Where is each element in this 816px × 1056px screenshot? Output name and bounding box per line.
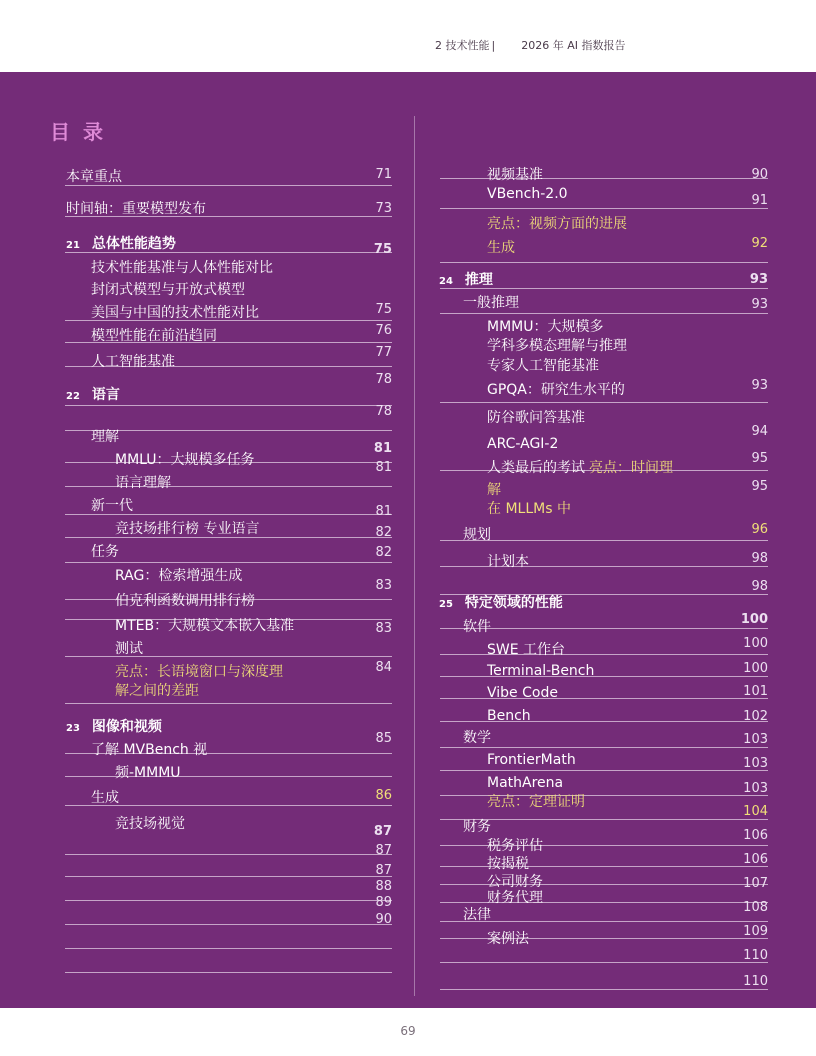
toc-entry-label: Bench: [487, 708, 531, 724]
toc-entry-label: Terminal-Bench: [487, 663, 595, 679]
toc-entry-label: 封闭式模型与开放式模型: [91, 282, 245, 298]
leader-rule: [440, 770, 768, 771]
toc-entry-label: 财务代理: [487, 890, 543, 906]
toc-entry-label: 案例法: [487, 931, 529, 947]
toc-entry-label: 新一代: [91, 498, 133, 514]
toc-entry[interactable]: [487, 855, 529, 873]
toc-entry[interactable]: [487, 889, 543, 907]
toc-entry-label: 本章重点: [66, 169, 122, 185]
toc-entry[interactable]: [66, 200, 206, 218]
toc-page-number: 86: [375, 788, 392, 803]
toc-page-number: 95: [751, 451, 768, 466]
section-number: 25: [439, 599, 453, 610]
toc-entry[interactable]: [91, 789, 119, 807]
toc-entry[interactable]: [91, 497, 133, 515]
toc-entry[interactable]: [91, 259, 273, 277]
toc-page-number: 87: [375, 863, 392, 878]
toc-page-number: 81: [375, 504, 392, 519]
toc-entry-label: 生成: [91, 790, 119, 806]
toc-entry-label: 伯克利函数调用排行榜: [115, 593, 255, 609]
toc-entry[interactable]: [115, 764, 181, 782]
toc-page-number: 73: [375, 201, 392, 216]
toc-entry-label: 语言: [91, 387, 120, 403]
toc-entry-label: 竞技场排行榜 专业语言: [115, 521, 260, 537]
toc-entry[interactable]: [115, 617, 294, 635]
toc-entry[interactable]: [91, 741, 207, 759]
leader-rule: [440, 989, 768, 990]
toc-entry-label: 亮点：定理证明: [487, 794, 585, 810]
toc-entry-label: Vibe Code: [487, 685, 558, 701]
toc-page-number: 110: [743, 948, 768, 963]
toc-page-number: 102: [743, 709, 768, 724]
toc-page-number: 71: [375, 167, 392, 182]
toc-entry[interactable]: [487, 774, 563, 792]
toc-page-number: 93: [751, 297, 768, 312]
toc-title: 目 录: [50, 120, 106, 144]
toc-page-number: 94: [751, 424, 768, 439]
toc-page-number: 81: [375, 460, 392, 475]
toc-entry-label: 在 MLLMs 中: [487, 501, 571, 517]
toc-page-number: 81: [373, 441, 392, 456]
toc-page-number: 83: [375, 621, 392, 636]
toc-page-number: 103: [743, 732, 768, 747]
leader-rule: [65, 703, 392, 704]
toc-page-number: 78: [375, 404, 392, 419]
toc-entry-label: 频-MMMU: [115, 765, 181, 781]
toc-entry-label: 解之间的差距: [115, 683, 199, 699]
toc-entry[interactable]: [487, 553, 529, 571]
leader-rule: [440, 262, 768, 263]
toc-page-number: 93: [749, 272, 768, 287]
toc-entry-label: 语言理解: [115, 475, 171, 491]
toc-entry[interactable]: [487, 185, 568, 203]
toc-entry-label: 软件: [463, 619, 491, 635]
toc-entry[interactable]: [487, 684, 558, 702]
toc-entry[interactable]: [487, 435, 558, 453]
toc-highlight-entry[interactable]: [487, 481, 501, 499]
toc-page-number: 83: [375, 578, 392, 593]
toc-entry-label: 理解: [91, 429, 119, 445]
toc-entry[interactable]: [91, 327, 217, 345]
toc-page-number: 75: [375, 302, 392, 317]
toc-entry-label: 解: [487, 482, 501, 498]
leader-rule: [65, 948, 392, 949]
toc-entry[interactable]: [487, 166, 543, 184]
toc-highlight-entry[interactable]: [589, 459, 673, 477]
toc-entry-label: 亮点：视频方面的进展: [487, 216, 627, 232]
toc-entry[interactable]: [487, 337, 627, 355]
toc-highlight-entry[interactable]: [115, 682, 199, 700]
toc-page-number: 84: [375, 660, 392, 675]
toc-entry-label: 人类最后的考试: [487, 460, 585, 476]
toc-entry[interactable]: [91, 281, 245, 299]
toc-page-number: 93: [751, 378, 768, 393]
toc-entry[interactable]: [463, 526, 491, 544]
header-separator: |: [491, 39, 496, 52]
toc-entry-label: 视频基准: [487, 167, 543, 183]
toc-page-number: 89: [375, 895, 392, 910]
toc-entry-label: 总体性能趋势: [91, 236, 176, 252]
toc-page-number: 108: [743, 900, 768, 915]
toc-entry[interactable]: [487, 459, 585, 477]
page-number: 69: [400, 1024, 416, 1038]
toc-page-number: 100: [743, 636, 768, 651]
toc-page-number: 78: [375, 372, 392, 387]
toc-page-number: 75: [373, 242, 392, 257]
toc-entry[interactable]: [115, 520, 259, 538]
column-divider: [414, 116, 415, 996]
toc-entry[interactable]: [463, 294, 519, 312]
leader-rule: [440, 313, 768, 314]
toc-entry-label: FrontierMath: [487, 752, 576, 768]
toc-entry-label: 亮点：时间理: [589, 460, 673, 476]
toc-entry[interactable]: [487, 357, 599, 375]
toc-entry[interactable]: [463, 906, 491, 924]
section-number: 21: [66, 240, 80, 251]
toc-entry-label: MTEB：大规模文本嵌入基准: [115, 618, 295, 634]
toc-page-number: 95: [751, 479, 768, 494]
toc-page-number: 98: [751, 551, 768, 566]
toc-entry-label: ARC-AGI-2: [487, 436, 559, 452]
toc-entry-label: SWE 工作台: [487, 642, 566, 658]
toc-highlight-entry[interactable]: [487, 239, 515, 257]
toc-entry-label: 规划: [463, 527, 491, 543]
section-number: 23: [66, 723, 80, 734]
toc-entry-label: VBench-2.0: [487, 186, 568, 202]
toc-entry[interactable]: [115, 592, 255, 610]
toc-entry-label: 计划本: [487, 554, 529, 570]
toc-page-number: 87: [375, 843, 392, 858]
toc-entry-label: 专家人工智能基准: [487, 358, 599, 374]
toc-section-heading[interactable]: [439, 594, 563, 614]
leader-rule: [440, 747, 768, 748]
toc-entry-label: MMLU：大规模多任务: [115, 452, 255, 468]
toc-entry-label: 竞技场视觉: [115, 816, 185, 832]
running-header: [435, 37, 625, 53]
toc-page-number: 77: [375, 345, 392, 360]
leader-rule: [440, 402, 768, 403]
toc-entry-label: 一般推理: [463, 295, 519, 311]
toc-entry-label: 推理: [464, 272, 493, 288]
leader-rule: [65, 854, 392, 855]
toc-section-heading[interactable]: [66, 235, 176, 255]
toc-highlight-entry[interactable]: [487, 215, 627, 233]
toc-entry[interactable]: [115, 640, 143, 658]
toc-page-number: 100: [740, 612, 768, 627]
toc-entry-label: 人工智能基准: [91, 354, 175, 370]
toc-page-number: 82: [375, 525, 392, 540]
toc-page-number: 110: [743, 974, 768, 989]
toc-entry[interactable]: [463, 618, 491, 636]
toc-entry[interactable]: [487, 409, 585, 427]
header-report-title: 2026 年 AI 指数报告: [521, 39, 626, 52]
toc-entry-label: 技术性能基准与人体性能对比: [91, 260, 273, 276]
header-chapter: 2 技术性能: [435, 39, 490, 52]
toc-entry[interactable]: [91, 543, 119, 561]
leader-rule: [440, 208, 768, 209]
toc-entry-label: RAG：检索增强生成: [115, 568, 243, 584]
toc-section-heading[interactable]: [66, 386, 120, 406]
leader-rule: [440, 962, 768, 963]
toc-entry-label: 防谷歌问答基准: [487, 410, 585, 426]
toc-entry-label: MathArena: [487, 775, 564, 791]
toc-entry-label: 公司财务: [487, 874, 543, 890]
toc-entry[interactable]: [487, 318, 603, 336]
toc-entry-label: 法律: [463, 907, 491, 923]
toc-entry-label: 时间轴：重要模型发布: [66, 201, 206, 217]
toc-page-number: 100: [743, 661, 768, 676]
toc-entry-label: 学科多模态理解与推理: [487, 338, 627, 354]
toc-entry[interactable]: [115, 474, 171, 492]
toc-highlight-entry[interactable]: [115, 663, 283, 681]
toc-entry[interactable]: [487, 930, 529, 948]
toc-entry-label: 财务: [463, 819, 491, 835]
toc-entry-label: GPQA：研究生水平的: [487, 382, 625, 398]
toc-entry-label: 测试: [115, 641, 143, 657]
toc-page-number: 92: [751, 236, 768, 251]
toc-entry-label: 了解 MVBench 视: [91, 742, 208, 758]
leader-rule: [65, 562, 392, 563]
toc-entry-label: 按揭税: [487, 856, 529, 872]
toc-section-heading[interactable]: [439, 271, 493, 291]
toc-entry[interactable]: [91, 353, 175, 371]
toc-page-number: 101: [743, 684, 768, 699]
toc-page-number: 91: [751, 193, 768, 208]
toc-page-number: 109: [743, 924, 768, 939]
toc-entry[interactable]: [487, 662, 594, 680]
leader-rule: [65, 972, 392, 973]
toc-entry-label: 数学: [463, 730, 491, 746]
toc-page-number: 106: [743, 828, 768, 843]
leader-rule: [65, 876, 392, 877]
leader-rule: [65, 924, 392, 925]
toc-entry[interactable]: [66, 168, 122, 186]
toc-page-number: 90: [375, 912, 392, 927]
toc-entry[interactable]: [115, 815, 185, 833]
toc-page-number: 87: [373, 824, 392, 839]
toc-page-number: 107: [743, 876, 768, 891]
toc-entry-label: 图像和视频: [91, 719, 162, 735]
toc-entry-label: 模型性能在前沿趋同: [91, 328, 217, 344]
toc-entry-label: 亮点：长语境窗口与深度理: [115, 664, 283, 680]
toc-page-number: 103: [743, 781, 768, 796]
toc-entry[interactable]: [487, 381, 625, 399]
section-number: 22: [66, 391, 80, 402]
toc-entry[interactable]: [115, 451, 255, 469]
toc-entry[interactable]: [463, 729, 491, 747]
toc-page-number: 103: [743, 756, 768, 771]
leader-rule: [65, 900, 392, 901]
toc-entry[interactable]: [487, 641, 565, 659]
toc-page-number: 88: [375, 879, 392, 894]
toc-page-number: 85: [375, 731, 392, 746]
toc-section-heading[interactable]: [66, 718, 162, 738]
toc-page-number: 76: [375, 323, 392, 338]
toc-page-number: 106: [743, 852, 768, 867]
page-header: [0, 0, 816, 72]
toc-page-number: 90: [751, 167, 768, 182]
toc-entry[interactable]: [463, 818, 491, 836]
toc-page-number: 104: [743, 804, 768, 819]
toc-entry-label: 生成: [487, 240, 515, 256]
toc-highlight-entry[interactable]: [487, 793, 585, 811]
toc-page-number: 96: [751, 522, 768, 537]
toc-entry-label: 任务: [91, 544, 119, 560]
toc-entry-label: 特定领域的性能: [464, 595, 563, 611]
toc-page-number: 82: [375, 545, 392, 560]
toc-page-number: 98: [751, 579, 768, 594]
toc-entry-label: 美国与中国的技术性能对比: [91, 305, 259, 321]
toc-entry[interactable]: [91, 304, 259, 322]
toc-entry[interactable]: [91, 428, 119, 446]
toc-entry-label: MMMU：大规模多: [487, 319, 604, 335]
toc-highlight-entry[interactable]: [487, 500, 571, 518]
toc-entry[interactable]: [487, 751, 576, 769]
section-number: 24: [439, 276, 453, 287]
toc-entry[interactable]: [115, 567, 242, 585]
toc-entry[interactable]: [487, 707, 531, 725]
toc-entry-label: 税务评估: [487, 838, 543, 854]
toc-entry[interactable]: [487, 837, 543, 855]
